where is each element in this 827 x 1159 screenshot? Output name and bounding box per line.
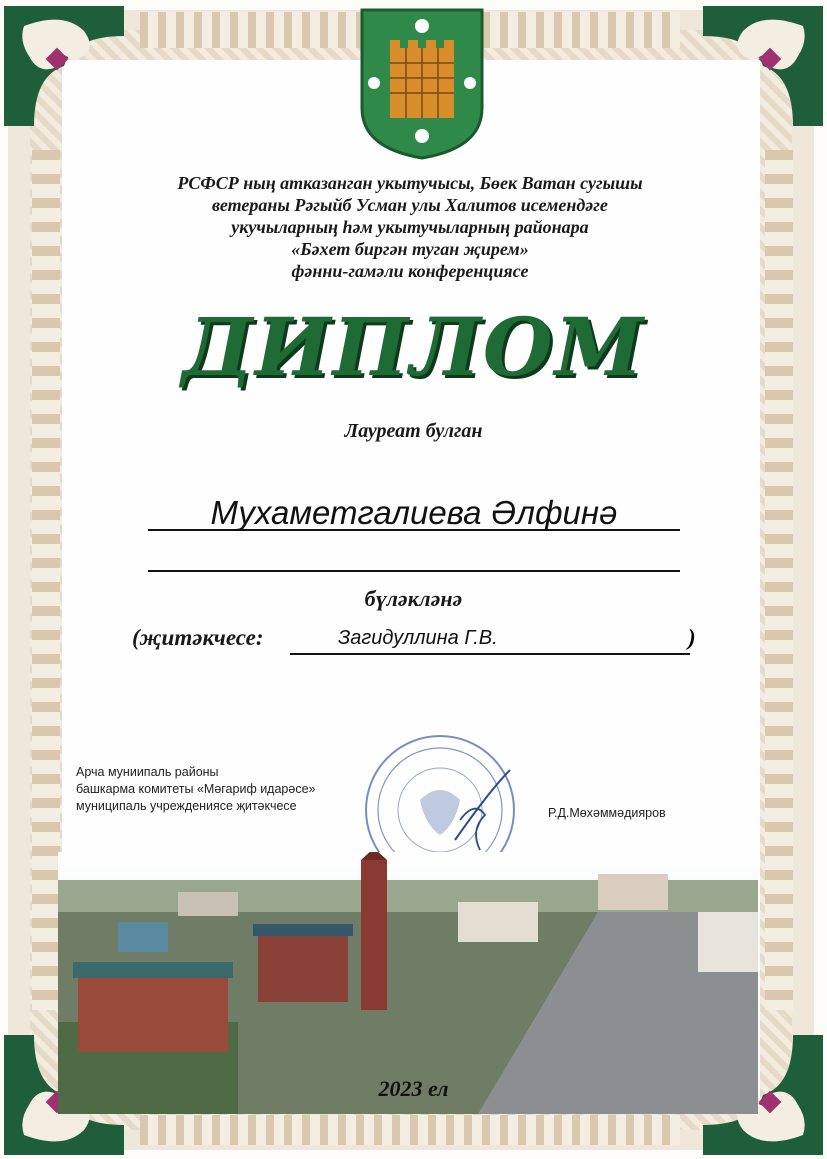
supervisor-label: (җитәкчесе: <box>132 625 264 650</box>
bottom-ornament <box>140 1115 680 1145</box>
recipient-name: Мухаметгалиева Әлфинә <box>210 494 618 531</box>
diploma-year: 2023 ел <box>378 1076 449 1101</box>
conference-line: РСФСР ның атказанган укытучысы, Бөек Ватан сугышы <box>177 173 643 193</box>
blank-underline <box>148 570 680 572</box>
laureate-label: Лауреат булган <box>344 420 483 442</box>
conference-line: укучыларның һәм укытучыларның районара <box>231 217 589 237</box>
corner-ornament-icon <box>703 6 823 126</box>
coat-of-arms-icon <box>360 8 484 162</box>
conference-title <box>100 172 720 282</box>
organization-line: муниципаль учреждениясе җитәкчесе <box>76 799 297 813</box>
left-ornament <box>32 150 60 1010</box>
supervisor-close-paren: ) <box>688 625 696 650</box>
right-ornament <box>765 150 793 1010</box>
diploma-title: ДИПЛОМ <box>181 300 646 394</box>
signer-name: Р.Д.Мөхәммәдияров <box>548 806 666 820</box>
town-photo <box>58 852 758 1114</box>
corner-ornament-icon <box>4 6 124 126</box>
organization-block <box>76 764 316 815</box>
organization-line: башкарма комитеты «Мәгариф идарәсе» <box>76 782 316 796</box>
supervisor-name: Загидуллина Г.В. <box>290 627 690 655</box>
conference-line: фәнни-гамәли конференциясе <box>291 261 529 281</box>
awarded-label: бүләкләнә <box>364 586 463 611</box>
conference-line: «Бәхет биргән туган җирем» <box>291 239 529 259</box>
name-underline <box>148 529 680 531</box>
organization-line: Арча муниипаль районы <box>76 765 219 779</box>
conference-line: ветераны Рәгыйб Усман улы Халитов исемендәге <box>212 195 608 215</box>
